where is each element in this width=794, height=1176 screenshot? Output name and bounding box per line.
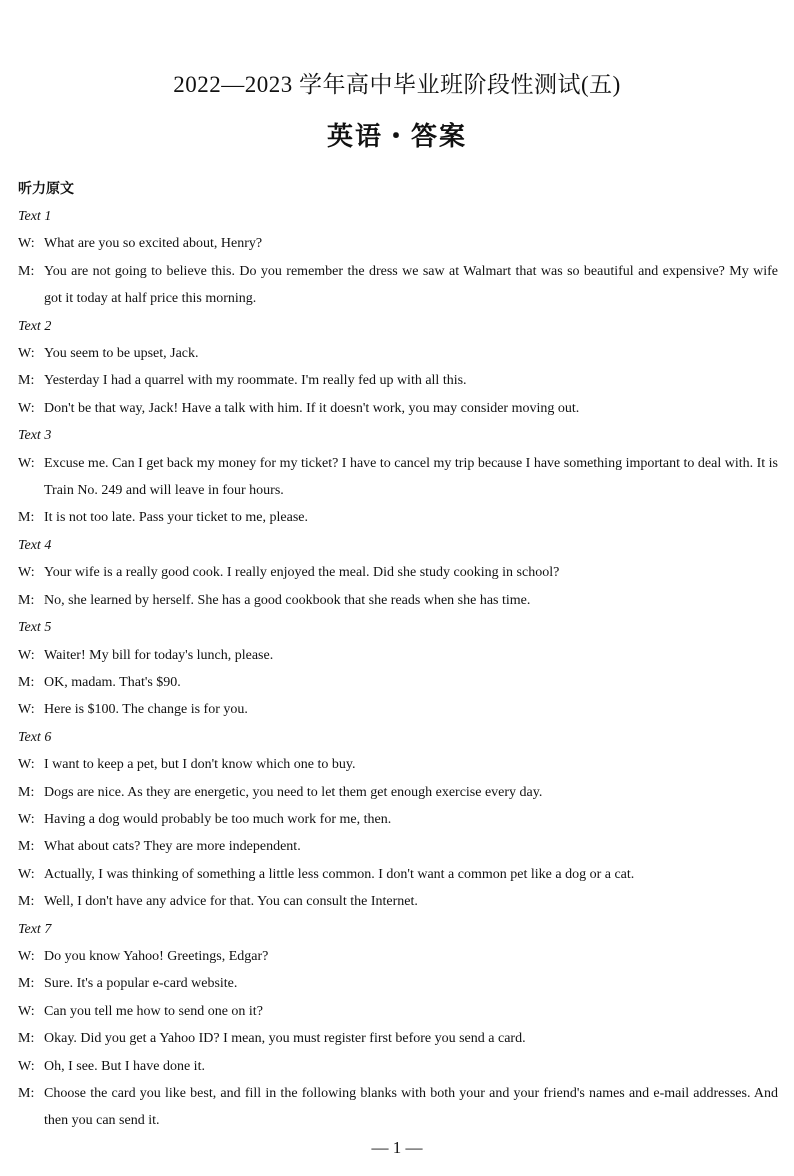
dialogue-line [18, 1053, 778, 1080]
document-title: 2022—2023 学年高中毕业班阶段性测试(五) [173, 72, 621, 97]
dialogue-text: Here is $100. The change is for you. [44, 702, 248, 718]
text-label: Text 2 [18, 318, 52, 334]
speaker-label: W: [18, 811, 35, 827]
dialogue-line [18, 340, 778, 367]
speaker-label: W: [18, 948, 35, 964]
dialogue-text: Yesterday I had a quarrel with my roommate. I'm really fed up with all this. [44, 373, 467, 389]
dialogue-line [18, 504, 778, 531]
speaker-label: W: [18, 236, 35, 252]
speaker-label: M: [18, 1086, 35, 1101]
dialogue-line [18, 888, 778, 915]
speaker-label: M: [18, 976, 35, 992]
dialogue-line [18, 751, 778, 778]
dialogue-text: Do you know Yahoo! Greetings, Edgar? [44, 948, 269, 964]
speaker-label: M: [18, 674, 35, 690]
speaker-label: W: [18, 757, 35, 773]
dialogue-text: OK, madam. That's $90. [44, 674, 181, 690]
dialogue-line [18, 779, 778, 806]
speaker-label: W: [18, 400, 35, 416]
dialogue-text: Oh, I see. But I have done it. [44, 1058, 205, 1074]
text-label: Text 5 [18, 620, 52, 636]
dialogue-line [18, 998, 778, 1025]
speaker-label: W: [18, 1003, 35, 1019]
speaker-label: M: [18, 592, 35, 608]
speaker-label: W: [18, 346, 35, 362]
dialogue-text: What about cats? They are more independent. [44, 839, 301, 855]
dialogue-line [18, 669, 778, 696]
speaker-label: W: [18, 647, 35, 663]
dialogue-line [18, 230, 778, 257]
speaker-label: M: [18, 373, 35, 389]
dialogue-line [18, 395, 778, 422]
dialogue-text: Choose the card you like best, and fill in the following blanks with both your and your friend's names and e-mail addresses. And then you can send it. [44, 1086, 778, 1129]
speaker-label: W: [18, 455, 35, 471]
dialogue-text: Okay. Did you get a Yahoo ID? I mean, you must register first before you send a card. [44, 1031, 526, 1047]
speaker-label: W: [18, 565, 35, 581]
dialogue-line [18, 587, 778, 614]
dialogue-line [18, 559, 778, 586]
dialogue-line [18, 1080, 778, 1135]
speaker-label: M: [18, 263, 35, 279]
dialogue-line [18, 367, 778, 394]
dialogue-text: Can you tell me how to send one on it? [44, 1003, 263, 1019]
dialogue-text: Don't be that way, Jack! Have a talk with him. If it doesn't work, you may consider moving out. [44, 400, 580, 416]
speaker-label: M: [18, 510, 35, 526]
dialogue-text: Actually, I was thinking of something a little less common. I don't want a common pet like a dog or a cat. [44, 866, 635, 882]
dialogue-line [18, 258, 778, 313]
dialogue-line [18, 1025, 778, 1052]
dialogue-text: Sure. It's a popular e-card website. [44, 976, 238, 992]
dialogue-text: I want to keep a pet, but I don't know which one to buy. [44, 757, 356, 773]
text-label: Text 4 [18, 537, 52, 553]
dialogue-line [18, 642, 778, 669]
speaker-label: M: [18, 784, 35, 800]
section-heading: 听力原文 [18, 181, 74, 197]
dialogue-text: It is not too late. Pass your ticket to me, please. [44, 510, 309, 526]
dialogue-line [18, 861, 778, 888]
dialogue-line [18, 833, 778, 860]
dialogue-text: What are you so excited about, Henry? [44, 236, 263, 252]
dialogue-line [18, 450, 778, 505]
dialogue-text: Having a dog would probably be too much work for me, then. [44, 811, 392, 827]
dialogue-line [18, 806, 778, 833]
text-label: Text 1 [18, 209, 52, 224]
dialogue-text: Waiter! My bill for today's lunch, please. [44, 647, 274, 663]
speaker-label: M: [18, 894, 35, 910]
speaker-label: W: [18, 866, 35, 882]
transcript-content [18, 203, 778, 1135]
dialogue-text: Your wife is a really good cook. I really enjoyed the meal. Did she study cooking in school? [44, 565, 560, 581]
page-number: — 1 — [371, 1138, 423, 1157]
dialogue-line [18, 970, 778, 997]
dialogue-line [18, 696, 778, 723]
speaker-label: M: [18, 839, 35, 855]
document-subtitle: 英语・答案 [326, 122, 467, 152]
dialogue-text: No, she learned by herself. She has a good cookbook that she reads when she has time. [44, 592, 531, 608]
dialogue-text: You are not going to believe this. Do you remember the dress we saw at Walmart that was so beautiful and expensive? My wife got it today at half price this morning. [44, 263, 778, 307]
dialogue-text: You seem to be upset, Jack. [44, 346, 199, 362]
text-label: Text 6 [18, 729, 52, 745]
text-label: Text 3 [18, 428, 52, 444]
dialogue-line [18, 943, 778, 970]
dialogue-text: Well, I don't have any advice for that. You can consult the Internet. [44, 894, 418, 910]
text-label: Text 7 [18, 921, 52, 937]
dialogue-text: Dogs are nice. As they are energetic, you need to let them get enough exercise every day. [44, 784, 543, 800]
speaker-label: W: [18, 702, 35, 718]
speaker-label: M: [18, 1031, 35, 1047]
dialogue-text: Excuse me. Can I get back my money for my ticket? I have to cancel my trip because I have something important to deal with. It is Train No. 249 and will leave in four hours. [44, 455, 778, 499]
speaker-label: W: [18, 1058, 35, 1074]
